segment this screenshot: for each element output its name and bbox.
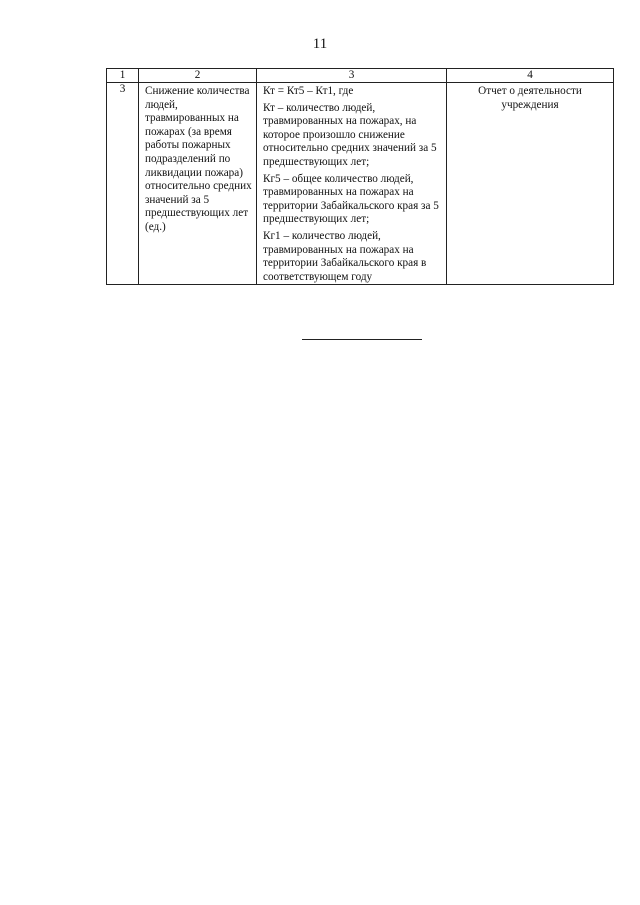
table-row (107, 83, 614, 285)
column-header-3: 3 (257, 69, 447, 83)
table-header-row (107, 69, 614, 83)
definition-kg1: Кг1 – количество людей, травмированных на пожарах на территории Забайкальского края в соответствующем году (263, 229, 427, 283)
formula: Кт = Кт5 – Кт1, где (263, 85, 354, 97)
indicator-description: Снижение количества людей, травмированных на пожарах (за время работы пожарных подразделений по ликвидации пожара) относительно средних значений за 5 предшествующих лет (ед.) (139, 83, 257, 285)
indicators-table (106, 68, 614, 285)
page-number: 11 (312, 36, 328, 52)
definition-kt: Кт – количество людей, травмированных на пожарах, на которое произошло снижение относительно средних значений за 5 предшествующих лет; (263, 101, 437, 168)
column-header-4: 4 (447, 69, 614, 83)
data-source: Отчет о деятельности учреждения (447, 83, 614, 285)
column-header-2: 2 (139, 69, 257, 83)
definition-kg5: Кг5 – общее количество людей, травмированных на пожарах на территории Забайкальского края за 5 предшествующих лет; (263, 172, 439, 226)
column-header-1: 1 (107, 69, 139, 83)
end-divider (302, 339, 422, 340)
row-number: 3 (107, 83, 139, 285)
formula-cell (257, 83, 447, 285)
